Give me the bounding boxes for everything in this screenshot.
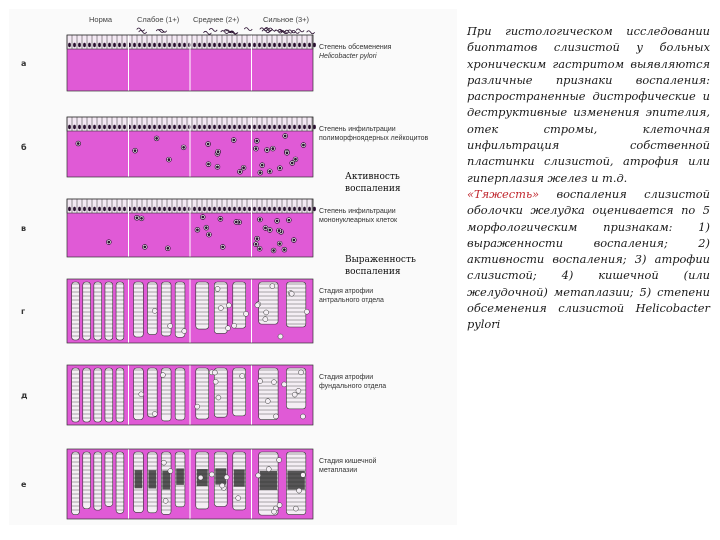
species-name: Helicobacter pylori <box>467 301 710 332</box>
column-header-0: Норма <box>89 15 113 24</box>
histology-row-1 <box>67 117 316 177</box>
row-caption-1-1: полиморфноядерных лейкоцитов <box>319 135 429 142</box>
row-caption-0-0: Степень обсеменения <box>319 44 392 51</box>
paragraph-intro: При гистологическом исследовании биоптатов слизистой у больных хроническим гастритом выявляются различные признаки воспаления: распространенные дистрофические и деструктивные изменения эпителия, отек стромы, клеточная инфильтрация собственной пластинки слизистой, атрофия или гиперплазия желез и т.д. <box>467 24 710 185</box>
histology-diagram <box>9 9 457 525</box>
histology-figure <box>9 9 457 525</box>
row-caption-3-1: антрального отдела <box>319 297 384 304</box>
paragraph-severity <box>467 186 710 333</box>
row-letter-4: д <box>21 391 28 400</box>
row-caption-2-0: Степень инфильтрации <box>319 208 396 215</box>
column-header-1: Слабое (1+) <box>137 15 180 24</box>
row-caption-3-0: Стадия атрофии <box>319 288 374 295</box>
row-caption-1-0: Степень инфильтрации <box>319 126 396 133</box>
overlay-severity-1: воспаления <box>345 267 401 277</box>
row-caption-5-0: Стадия кишечной <box>319 458 377 465</box>
row-letter-3: г <box>21 307 26 316</box>
overlay-severity-0: Выраженность <box>345 255 416 265</box>
histology-row-2 <box>67 199 316 257</box>
row-letter-1: б <box>21 143 27 152</box>
overlay-activity-1: воспаления <box>345 184 401 194</box>
row-caption-4-1: фундального отдела <box>319 383 387 390</box>
row-caption-italic-0: Helicobacter pylori <box>319 53 377 60</box>
column-header-2: Среднее (2+) <box>193 15 240 24</box>
histology-row-3 <box>67 279 313 343</box>
histology-row-0 <box>67 28 316 91</box>
row-caption-2-1: мононуклеарных клеток <box>319 217 398 224</box>
severity-term: «Тяжесть» <box>467 186 540 201</box>
row-letter-0: а <box>21 59 27 68</box>
overlay-activity-0: Активность <box>345 172 400 182</box>
histology-row-5 <box>67 449 313 519</box>
row-caption-4-0: Стадия атрофии <box>319 374 374 381</box>
text-panel <box>467 23 710 333</box>
histology-row-4 <box>67 365 313 425</box>
row-letter-5: е <box>21 480 27 489</box>
row-caption-5-1: метаплазии <box>319 467 358 474</box>
severity-text: воспаления слизистой оболочки желудка оценивается по 5 морфологическим признакам: 1) выраженности воспаления; 2) активности воспаления; 3) атрофии слизистой; 4) кишечной (или желудочной) метаплазии; 5) степени обсеменения слизистой <box>467 186 710 316</box>
column-header-3: Сильное (3+) <box>263 15 310 24</box>
row-letter-2: в <box>21 224 27 233</box>
